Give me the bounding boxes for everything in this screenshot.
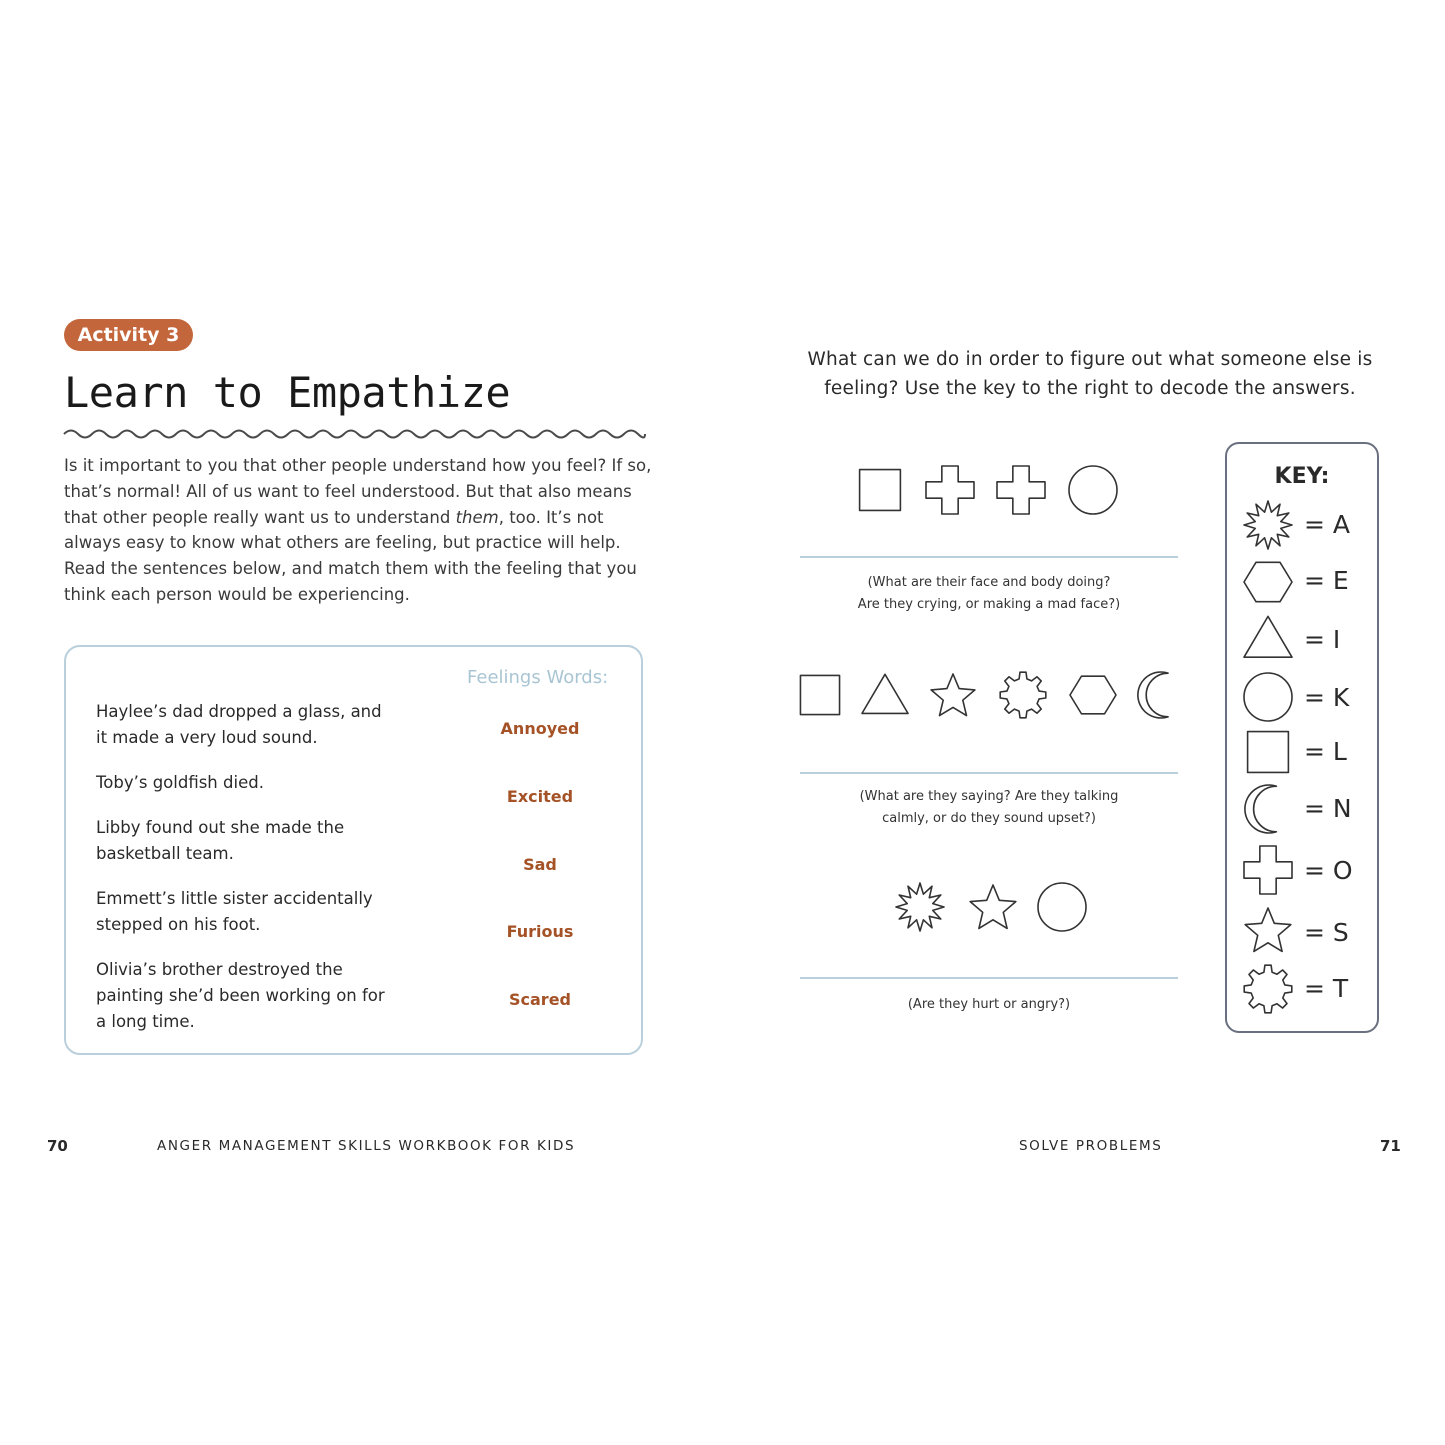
key-value: = N [1304,794,1352,823]
key-value: = I [1304,625,1341,654]
star-icon [931,674,975,716]
question-line: feeling? Use the key to the right to decode the answers. [824,378,1356,399]
answer-line-1 [800,556,1178,558]
moon-icon [1138,672,1168,718]
triangle-icon [862,674,908,713]
key-value: = K [1304,683,1350,712]
sentence-item: Libby found out she made the basketball team. [96,818,345,863]
footer-right: SOLVE PROBLEMS [1019,1138,1163,1154]
feeling-word: Furious [506,922,574,941]
feeling-word: Sad [523,855,557,874]
gear-icon [1000,672,1046,718]
hint-1-line: Are they crying, or making a mad face?) [857,597,1121,612]
intro-line: think each person would be experiencing. [64,584,410,604]
intro-line: that other people really want us to understand [64,507,456,527]
feelings-words-title: Feelings Words: [467,667,609,688]
circle-icon [1038,883,1086,931]
feeling-word: Annoyed [500,719,580,738]
intro-line: always easy to know what others are feeling, but practice will help. [64,533,621,553]
square-icon [800,675,839,714]
page-number-left: 70 [47,1137,68,1155]
page-title: Learn to Empathize [64,368,511,417]
intro-line: Read the sentences below, and match them with the feeling that you [64,559,637,579]
intro-line: Is it important to you that other people understand how you feel? If so, [64,456,652,475]
hexagon-icon [1070,676,1116,714]
burst-icon [896,883,944,931]
wavy-divider [64,431,645,438]
activity-badge: Activity 3 [64,319,193,351]
sentence-item: Olivia’s brother destroyed the painting she’d been working on for a long time. [96,960,385,1031]
sentence-item: Emmett’s little sister accidentally stepped on his foot. [96,889,373,934]
hint-3: (Are they hurt or angry?) [907,997,1071,1012]
footer-left: ANGER MANAGEMENT SKILLS WORKBOOK FOR KIDS [157,1138,576,1154]
star-icon [970,885,1016,928]
sentence-item: Haylee’s dad dropped a glass, and it made a very loud sound. [96,702,382,747]
key-title: KEY: [1274,464,1330,489]
page-number-right: 71 [1380,1137,1401,1155]
key-value: = E [1304,566,1349,595]
intro-paragraph [64,453,654,608]
intro-line: , too. It’s not [498,507,604,527]
square-icon [860,470,901,511]
feeling-word: Excited [506,787,574,806]
key-value: = S [1304,918,1349,947]
key-box [1225,442,1379,1033]
intro-emphasis: them [455,507,499,527]
cross-icon [997,466,1045,514]
key-value: = A [1304,510,1350,539]
feeling-word: Scared [509,990,571,1009]
hint-1-line: (What are their face and body doing? [867,575,1111,590]
hint-2-line: (What are they saying? Are they talking [859,789,1119,804]
circle-icon [1069,466,1117,514]
key-value: = L [1304,737,1347,766]
sentence-item: Toby’s goldfish died. [96,773,264,792]
cross-icon [926,466,974,514]
hint-2-line: calmly, or do they sound upset?) [882,811,1096,826]
key-value: = T [1304,974,1349,1003]
answer-line-2 [800,772,1178,774]
key-value: = O [1304,856,1353,885]
intro-line: that’s normal! All of us want to feel understood. But that also means [64,481,632,501]
question-line: What can we do in order to figure out what someone else is [807,349,1373,370]
answer-line-3 [800,977,1178,979]
